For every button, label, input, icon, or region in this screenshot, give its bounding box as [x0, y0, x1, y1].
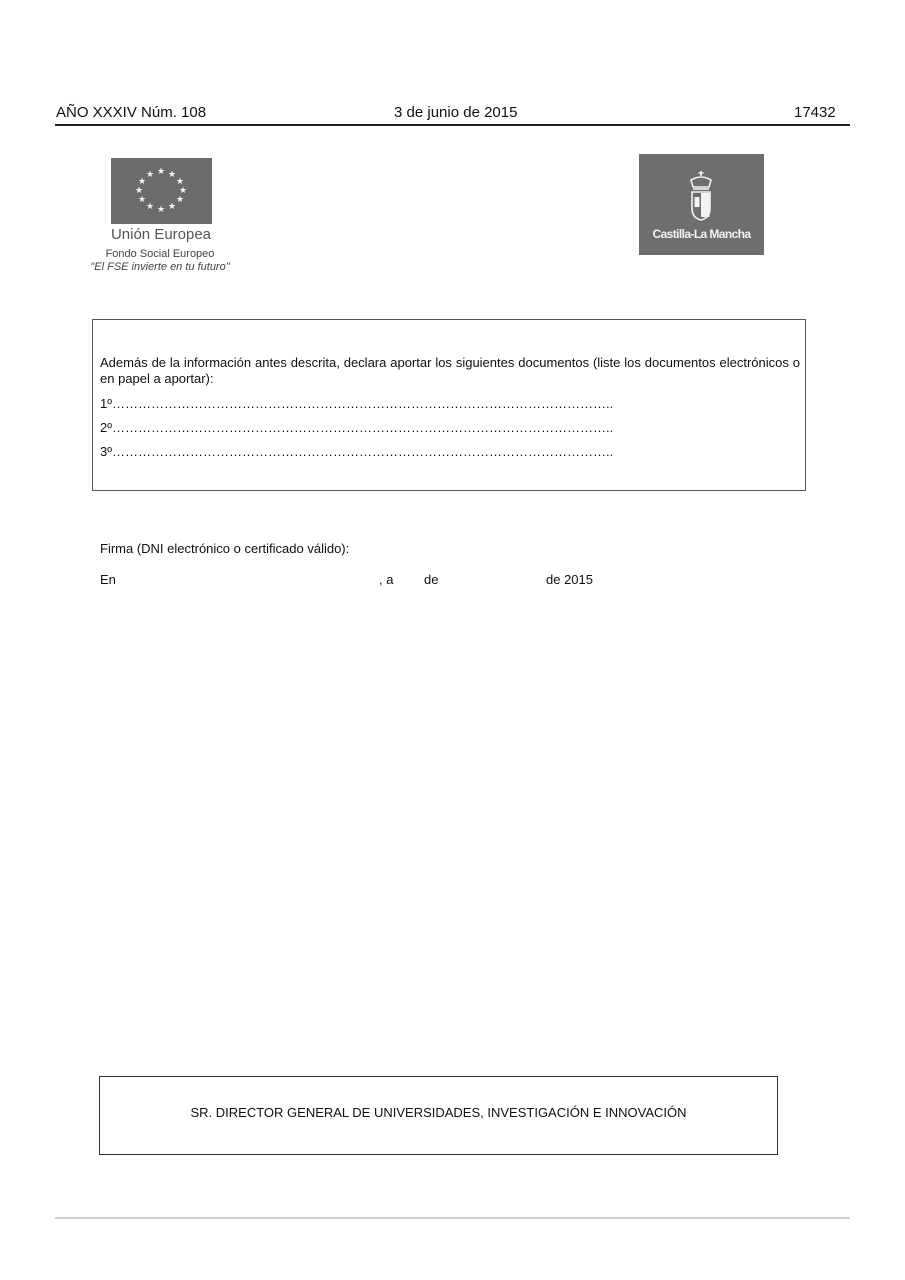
svg-text:★: ★	[134, 186, 144, 196]
svg-text:★: ★	[167, 202, 177, 212]
svg-text:★: ★	[175, 195, 185, 205]
page-number: 17432	[794, 104, 836, 121]
svg-text:★: ★	[137, 195, 147, 205]
month-field[interactable]	[444, 570, 540, 588]
footer-rule	[55, 1217, 850, 1219]
eu-logo-title: Unión Europea	[110, 226, 212, 243]
region-name: Castilla-La Mancha	[652, 227, 751, 241]
issue-number: AÑO XXXIV Núm. 108	[56, 104, 207, 121]
svg-text:★: ★	[178, 186, 188, 196]
eu-flag-icon	[111, 158, 212, 224]
addressee-text: SR. DIRECTOR GENERAL DE UNIVERSIDADES, INVESTIGACIÓN E INNOVACIÓN	[190, 1105, 687, 1120]
documents-intro: Además de la información antes descrita, declara aportar los siguientes documentos (liste los documentos electrónicos o en papel a aportar):	[100, 355, 800, 386]
month-label: de	[424, 572, 439, 587]
eu-logo-motto: "El FSE invierte en tu futuro"	[90, 261, 230, 273]
coat-of-arms-icon	[687, 170, 715, 222]
svg-text:★: ★	[156, 205, 166, 215]
document-line-1[interactable]: 1º……………………………………………………………………………………………………..	[100, 396, 614, 411]
svg-text:★: ★	[145, 202, 155, 212]
day-field[interactable]	[396, 570, 420, 588]
document-line-3[interactable]: 3º……………………………………………………………………………………………………..	[100, 444, 614, 459]
svg-text:★: ★	[156, 167, 166, 177]
svg-text:★: ★	[145, 170, 155, 180]
svg-text:★: ★	[137, 177, 147, 187]
document-line-2[interactable]: 2º……………………………………………………………………………………………………..	[100, 420, 614, 435]
signature-label: Firma (DNI electrónico o certificado válido):	[100, 541, 350, 556]
castilla-la-mancha-logo	[639, 154, 764, 255]
publication-date: 3 de junio de 2015	[394, 104, 518, 121]
year-label: de 2015	[546, 572, 593, 587]
svg-text:★: ★	[167, 170, 177, 180]
svg-text:★: ★	[175, 177, 185, 187]
place-field[interactable]	[122, 570, 374, 588]
day-label: , a	[379, 572, 394, 587]
header-rule	[55, 124, 850, 126]
place-label: En	[100, 572, 116, 587]
eu-logo-subtitle: Fondo Social Europeo	[105, 248, 215, 260]
